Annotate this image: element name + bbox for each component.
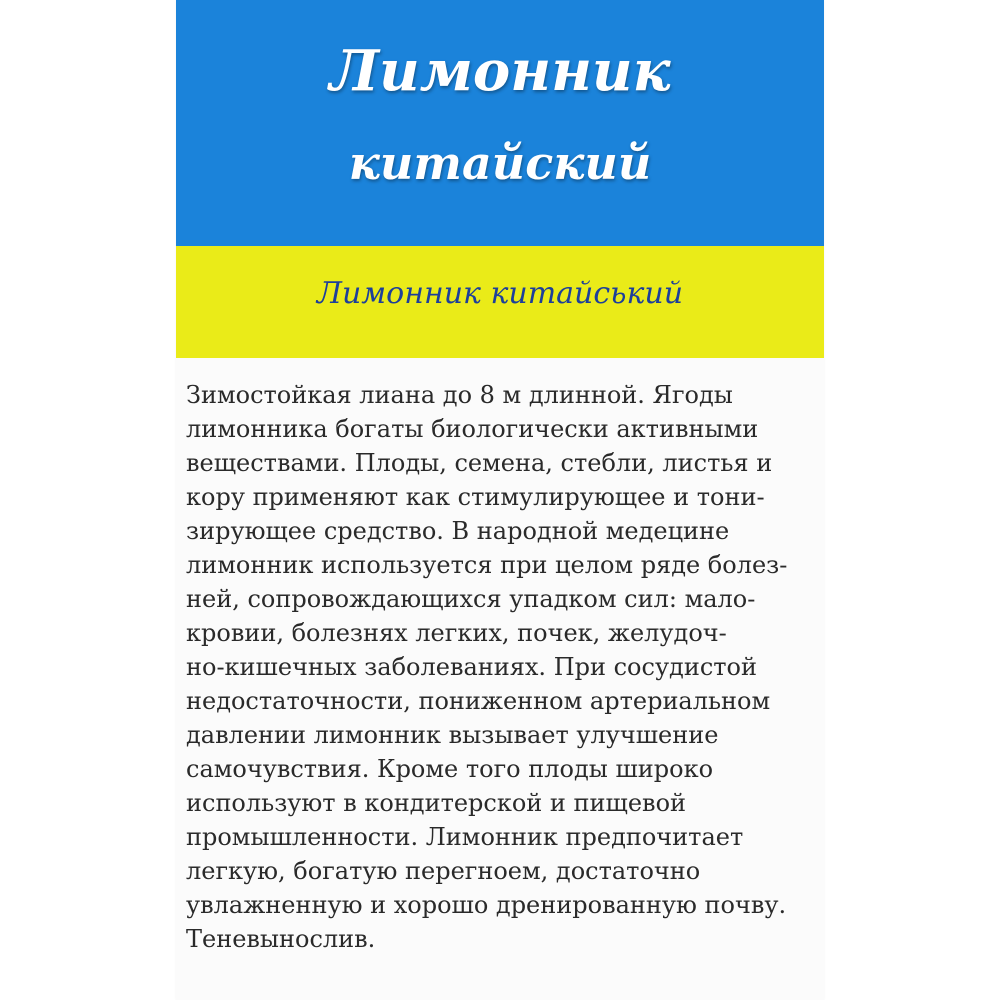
description-line: но-кишечных заболеваниях. При сосудистой xyxy=(186,653,757,681)
title-line-2: китайский xyxy=(348,136,652,190)
subtitle-ukrainian: Лимонник китайський xyxy=(316,276,684,311)
description-line: самочувствия. Кроме того плоды широко xyxy=(186,755,714,783)
description-line: используют в кондитерской и пищевой xyxy=(186,789,687,817)
description-line: кровии, болезнях легких, почек, желудоч- xyxy=(186,619,727,647)
description-line: кору применяют как стимулирующее и тони- xyxy=(186,483,765,511)
description-line: лимонника богаты биологически активными xyxy=(186,415,759,443)
description-line: недостаточности, пониженном артериальном xyxy=(186,687,771,715)
title-line-1: Лимонник xyxy=(329,38,671,104)
description-line: легкую, богатую перегноем, достаточно xyxy=(186,857,701,885)
description-line: зирующее средство. В народной медецине xyxy=(186,517,730,545)
seed-packet-card xyxy=(176,0,824,1000)
description-line: Зимостойкая лиана до 8 м длинной. Ягоды xyxy=(186,381,733,409)
description-line: лимонник используется при целом ряде болез- xyxy=(186,551,788,579)
description-line: промышленности. Лимонник предпочитает xyxy=(186,823,744,851)
description-line: увлажненную и хорошо дренированную почву. xyxy=(186,891,787,919)
description-line: давлении лимонник вызывает улучшение xyxy=(186,721,719,749)
description-line: Теневынослив. xyxy=(186,925,376,953)
description-line: веществами. Плоды, семена, стебли, листья и xyxy=(186,449,773,477)
description-line: ней, сопровождающихся упадком сил: мало- xyxy=(186,585,756,613)
description-text xyxy=(186,378,814,956)
